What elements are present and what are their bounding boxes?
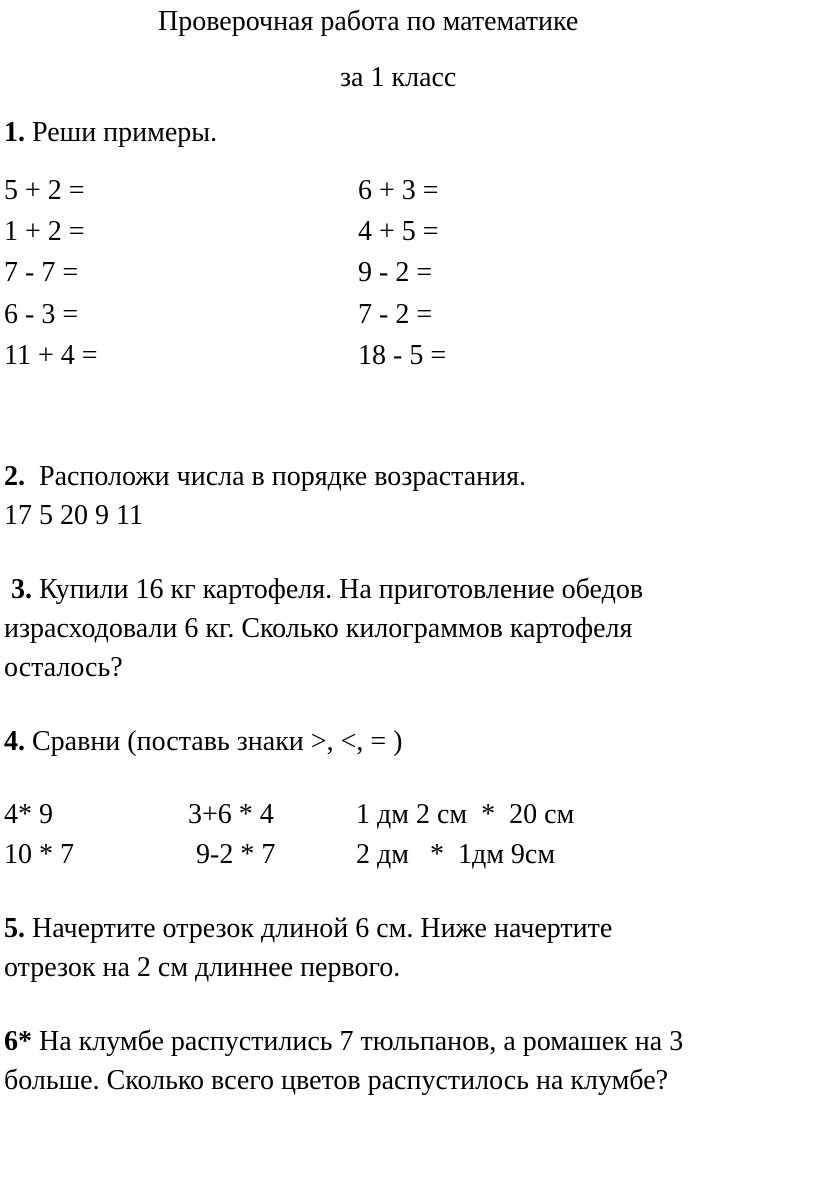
task1-example-left-2: 1 + 2 = bbox=[4, 216, 85, 247]
task3-text-1: Купили 16 кг картофеля. На приготовление обедов bbox=[39, 574, 644, 605]
task5-line-2: отрезок на 2 см длиннее первого. bbox=[4, 952, 401, 983]
task6-line-2: больше. Сколько всего цветов распустилось на клумбе? bbox=[4, 1065, 669, 1096]
task5-number: 5. bbox=[4, 913, 25, 944]
task3-number: 3. bbox=[11, 574, 32, 605]
task1-example-right-5: 18 - 5 = bbox=[358, 340, 447, 371]
task3-line-1 bbox=[4, 572, 643, 607]
task4-row1-col1: 4* 9 bbox=[4, 799, 53, 830]
task2-text: Расположи числа в порядке возрастания. bbox=[39, 461, 527, 492]
task1-example-left-1: 5 + 2 = bbox=[4, 175, 85, 206]
task1-example-right-1: 6 + 3 = bbox=[358, 175, 439, 206]
page-title: Проверочная работа по математике bbox=[158, 6, 579, 37]
task6-text-1: На клумбе распустились 7 тюльпанов, а ромашек на 3 bbox=[39, 1026, 684, 1057]
task1-text: Реши примеры. bbox=[32, 117, 218, 148]
task1-example-right-4: 7 - 2 = bbox=[358, 299, 433, 330]
task3-line-3: осталось? bbox=[4, 652, 123, 683]
task4-row2-col1: 10 * 7 bbox=[4, 839, 74, 870]
task4-heading bbox=[4, 724, 402, 759]
task1-example-right-3: 9 - 2 = bbox=[358, 257, 433, 288]
task3-line-2: израсходовали 6 кг. Сколько килограммов картофеля bbox=[4, 613, 633, 644]
task1-heading bbox=[4, 115, 217, 150]
task1-number: 1. bbox=[4, 117, 25, 148]
task1-example-right-2: 4 + 5 = bbox=[358, 216, 439, 247]
task1-example-left-4: 6 - 3 = bbox=[4, 299, 79, 330]
task4-row2-col3: 2 дм * 1дм 9см bbox=[356, 839, 556, 870]
task4-row2-col2: 9-2 * 7 bbox=[196, 839, 276, 870]
task5-line-1 bbox=[4, 911, 612, 946]
task4-number: 4. bbox=[4, 726, 25, 757]
page-subtitle: за 1 класс bbox=[340, 62, 457, 93]
task6-line-1 bbox=[4, 1024, 683, 1059]
task4-row1-col3: 1 дм 2 см * 20 см bbox=[356, 799, 575, 830]
task6-number: 6* bbox=[4, 1026, 32, 1057]
task5-text-1: Начертите отрезок длиной 6 см. Ниже начертите bbox=[32, 913, 613, 944]
task2-number: 2. bbox=[4, 461, 25, 492]
task2-numbers: 17 5 20 9 11 bbox=[4, 500, 143, 531]
task1-example-left-5: 11 + 4 = bbox=[4, 340, 98, 371]
task2-heading bbox=[4, 459, 526, 494]
task4-row1-col2: 3+6 * 4 bbox=[188, 799, 274, 830]
task1-example-left-3: 7 - 7 = bbox=[4, 257, 79, 288]
task4-text: Сравни (поставь знаки >, <, = ) bbox=[32, 726, 403, 757]
